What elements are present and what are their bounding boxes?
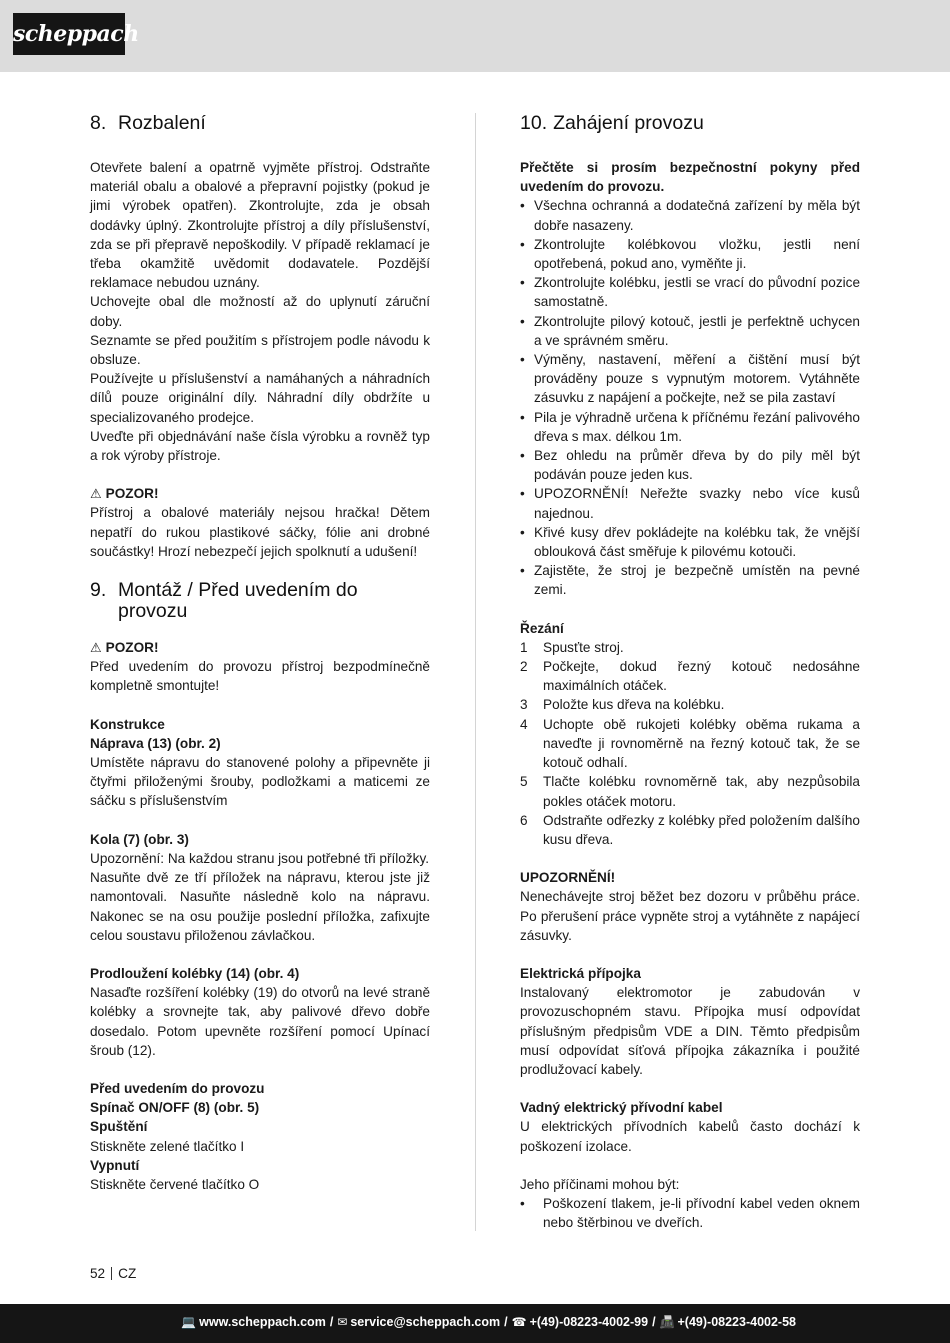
subheading: Konstrukce <box>90 716 165 732</box>
step-text: Odstraňte odřezky z kolébky před položením dalšího kusu dřeva. <box>543 812 860 847</box>
step-text: Počkejte, dokud řezný kotouč nedosáhne maximálních otáček. <box>543 659 860 694</box>
paragraph: Nasuňte dvě ze tří příložek na nápravu, kterou jste již namontovali. Nasuňte následně kolo na nápravu. Nakonec se na osu použije poslední příložka, zafixujte celou soustavu přiloženou závlačkou. <box>90 870 430 943</box>
causes-list <box>520 1194 860 1232</box>
list-item <box>520 772 860 810</box>
step-number: 6 <box>520 812 528 828</box>
paragraph: Nenechávejte stroj běžet bez dozoru v průběhu práce. Po přerušení práce vypněte stroj a vytáhněte z napájecí zásuvky. <box>520 889 860 943</box>
step-text: Spusťte stroj. <box>543 639 624 655</box>
fax-icon: 📠 <box>659 1315 675 1329</box>
subheading: Vypnutí <box>90 1157 140 1173</box>
paragraph: Uveďte při objednávání naše čísla výrobku a rovněž typ a rok výroby přístroje. <box>90 428 430 464</box>
subheading: Před uvedením do provozu <box>90 1080 265 1096</box>
email-link[interactable]: service@scheppach.com <box>350 1315 501 1329</box>
phone-icon: ☎ <box>511 1315 527 1329</box>
step-text: Uchopte obě rukojeti kolébky oběma rukama a naveďte ji rovnoměrně na řezný kotouč tak, že se kotouč odhalí. <box>543 716 860 771</box>
section-number: 10. <box>520 112 548 134</box>
warning-heading <box>90 484 430 503</box>
warning-label: POZOR! <box>105 486 159 502</box>
section-10-heading <box>520 113 860 134</box>
list-item: • Zkontrolujte kolébku, jestli se vrací do původní pozice samostatně. <box>520 273 860 311</box>
page-number-value: 52 <box>90 1266 106 1281</box>
fax-number: +(49)-08223-4002-58 <box>677 1315 796 1329</box>
list-item: • Bez ohledu na průměr dřeva by do pily měl být podáván pouze jeden kus. <box>520 446 860 484</box>
language-code: CZ <box>118 1266 137 1281</box>
separator: / <box>329 1315 334 1329</box>
subheading: Prodloužení kolébky (14) (obr. 4) <box>90 965 300 981</box>
paragraph: Používejte u příslušenství a namáhaných a náhradních dílů pouze originální díly. Náhradní díly obdržíte u specializovaného prodejce. <box>90 371 430 425</box>
warning-text: Před uvedením do provozu přístroj bezpodmínečně kompletně smontujte! <box>90 659 430 694</box>
subheading: UPOZORNĚNÍ! <box>520 870 616 886</box>
paragraph: Umístěte nápravu do stanovené polohy a připevněte ji čtyřmi přiloženými šrouby, podložkami a maticemi ze sáčku s příslušenstvím <box>90 755 430 809</box>
right-column <box>520 113 860 1232</box>
step-number: 3 <box>520 697 528 713</box>
paragraph: Stiskněte červené tlačítko O <box>90 1176 260 1192</box>
step-text: Položte kus dřeva na kolébku. <box>543 697 725 713</box>
section-title: Rozbalení <box>118 112 206 134</box>
list-item <box>520 657 860 695</box>
list-item <box>520 695 860 714</box>
step-number: 5 <box>520 774 528 790</box>
paragraph: Nasaďte rozšíření kolébky (19) do otvorů na levé straně kolébky a srovnejte tak, aby palivové dřevo dobře dosedalo. Potom upevněte rozšíření pomocí Upínací šroub (12). <box>90 985 430 1058</box>
step-text: Tlačte kolébku rovnoměrně tak, aby nezpůsobila pokles otáček motoru. <box>543 774 860 809</box>
header-bar <box>0 0 950 72</box>
warning-text: Přístroj a obalové materiály nejsou hračka! Dětem nepatří do rukou plastikové sáčky, fólie ani drobné součástky! Hrozí nebezpečí jejich spolknutí a udušení! <box>90 505 430 559</box>
page-number <box>90 1265 136 1283</box>
paragraph: Instalovaný elektromotor je zabudován v provozuschopném stavu. Přípojka musí odpovídat příslušným předpisům VDE a DIN. Těmto předpisům musí odpovídat síťová přípojka zákazníka i použité prodlužovací kabely. <box>520 985 860 1077</box>
list-item: • Poškození tlakem, je-li přívodní kabel veden oknem nebo štěrbinou ve dveřích. <box>520 1194 860 1232</box>
paragraph: Seznamte se před použitím s přístrojem podle návodu k obsluze. <box>90 332 430 368</box>
warning-label: POZOR! <box>105 640 159 656</box>
left-column <box>90 113 430 1194</box>
steps-list <box>520 638 860 849</box>
list-item: • UPOZORNĚNÍ! Neřežte svazky nebo více kusů najednou. <box>520 484 860 522</box>
paragraph: Otevřete balení a opatrně vyjměte přístroj. Odstraňte materiál obalu a obalové a přepravní pojistky (pokud je jimi výrobek opatřen). Zkontrolujte, zda je obsah dodávky úplný. Zkontrolujte přístroj a díly příslušenství, zda se při přepravě nepoškodily. V případě reklamací je třeba okamžitě uvědomit dodavatele. Pozdější reklamace nebudou uznány. <box>90 160 430 291</box>
step-number: 1 <box>520 639 528 655</box>
footer-bar <box>0 1304 950 1343</box>
section-number: 9. <box>90 579 107 602</box>
column-divider <box>475 113 476 1231</box>
paragraph: U elektrických přívodních kabelů často dochází k poškození izolace. <box>520 1119 860 1154</box>
list-item: • Zkontrolujte pilový kotouč, jestli je perfektně uchycen a ve správném směru. <box>520 312 860 350</box>
paragraph: Upozornění: Na každou stranu jsou potřebné tři příložky. <box>90 850 430 866</box>
subheading: Vadný elektrický přívodní kabel <box>520 1100 723 1116</box>
separator: / <box>652 1315 656 1329</box>
safety-list <box>520 196 860 599</box>
section-number: 8. <box>90 112 107 134</box>
list-item: • Všechna ochranná a dodatečná zařízení by měla být dobře nasazeny. <box>520 196 860 234</box>
website-link[interactable]: www.scheppach.com <box>199 1315 326 1329</box>
section-9-heading <box>90 580 430 622</box>
paragraph: Uchovejte obal dle možností až do uplynutí záruční doby. <box>90 294 430 329</box>
computer-icon: 💻 <box>181 1315 197 1329</box>
subheading: Spuštění <box>90 1119 148 1135</box>
step-number: 4 <box>520 716 528 732</box>
list-item: • Pila je výhradně určena k příčnému řezání palivového dřeva s max. délkou 1m. <box>520 408 860 446</box>
list-item: • Křivé kusy dřev pokládejte na kolébku tak, že vnější oblouková část směřuje k pilovému kotouči. <box>520 523 860 561</box>
brand-logo: scheppach <box>13 13 125 55</box>
separator: / <box>504 1315 508 1329</box>
subheading: Elektrická přípojka <box>520 965 641 981</box>
paragraph: Stiskněte zelené tlačítko I <box>90 1138 245 1154</box>
subheading: Kola (7) (obr. 3) <box>90 831 189 847</box>
section-title: Montáž / Před uvedením do provozu <box>118 579 358 623</box>
mail-icon: ✉ <box>337 1315 348 1329</box>
step-number: 2 <box>520 659 528 675</box>
list-item: • Zajistěte, že stroj je bezpečně umístěn na pevné zemi. <box>520 561 860 599</box>
phone-number: +(49)-08223-4002-99 <box>529 1315 649 1329</box>
subheading: Spínač ON/OFF (8) (obr. 5) <box>90 1100 260 1116</box>
list-item: • Výměny, nastavení, měření a čištění musí být prováděny pouze s vypnutým motorem. Vytáhněte zásuvku z napájení a počkejte, než se pila zastaví <box>520 350 860 408</box>
subheading: Náprava (13) (obr. 2) <box>90 735 221 751</box>
subheading: Řezání <box>520 620 564 636</box>
intro-text: Přečtěte si prosím bezpečnostní pokyny před uvedením do provozu. <box>520 160 860 195</box>
list-item <box>520 715 860 773</box>
list-item <box>520 638 860 657</box>
warning-icon: ⚠ <box>90 640 102 656</box>
paragraph: Jeho příčinami mohou být: <box>520 1176 680 1192</box>
section-title: Zahájení provozu <box>553 112 704 134</box>
section-8-heading <box>90 113 430 134</box>
list-item: • Zkontrolujte kolébkovou vložku, jestli není opotřebená, pokud ano, vyměňte ji. <box>520 235 860 273</box>
warning-heading <box>90 638 430 657</box>
list-item <box>520 811 860 849</box>
warning-icon: ⚠ <box>90 486 102 502</box>
